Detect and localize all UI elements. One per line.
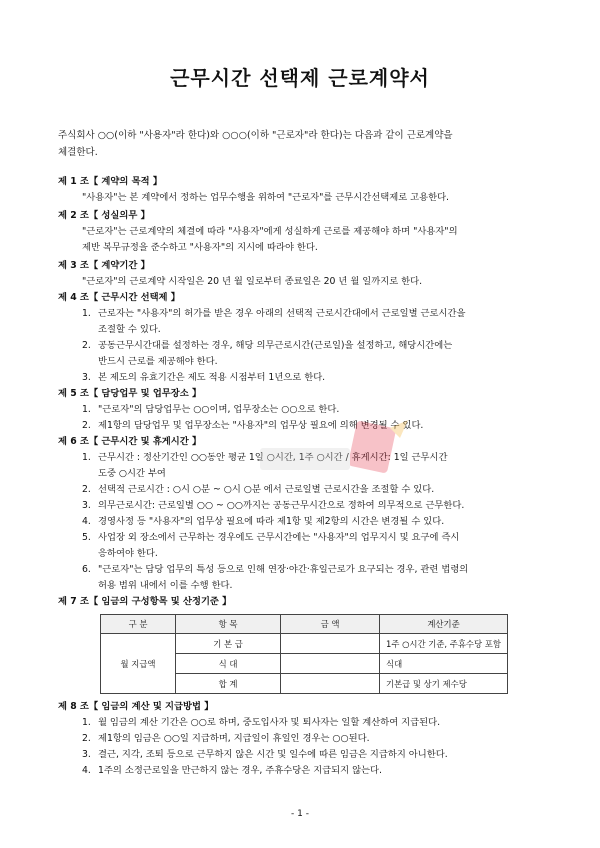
list-item: 4. 경영사정 등 "사용자"의 업무상 필요에 따라 제1항 및 제2항의 시간은 변경될 수 있다.: [82, 516, 445, 527]
article-heading: 제 3 조【 계약기간 】: [58, 260, 150, 271]
article-text: 제반 복무규정을 준수하고 "사용자"의 지시에 따라야 한다.: [82, 242, 318, 253]
article-text: "사용자"는 본 계약에서 정하는 업무수행을 위하여 "근로자"를 근무시간선택제로 고용한다.: [82, 192, 450, 203]
list-item: 5. 사업장 외 장소에서 근무하는 경우에도 근무시간에는 "사용자"의 업무지시 및 요구에 즉시 응하여야 한다.: [82, 532, 460, 559]
table-row: [101, 634, 508, 654]
intro-paragraph: [58, 127, 548, 161]
article-heading: 제 5 조【 담당업무 및 업무장소 】: [58, 388, 202, 399]
table-cell: 기 본 급: [176, 634, 281, 654]
table-header-cell: 구 분: [101, 615, 176, 634]
table-cell: [281, 674, 380, 694]
article-8: [58, 699, 550, 779]
intro-line: 체결한다.: [58, 147, 98, 158]
list-item: 1. "근로자"의 담당업무는 ○○이며, 업무장소는 ○○으로 한다.: [82, 404, 340, 415]
article-heading: 제 1 조【 계약의 목적 】: [58, 176, 163, 187]
table-cell: [281, 654, 380, 674]
article-4: [58, 290, 550, 386]
article-heading: 제 8 조【 임금의 계산 및 지급방법 】: [58, 701, 214, 712]
contract-body: [58, 174, 550, 779]
list-item: 2. 제1항의 담당업무 및 업무장소는 "사용자"의 업무상 필요에 의해 변경될 수 있다.: [82, 420, 424, 431]
article-text: "근로자"는 근로계약의 체결에 따라 "사용자"에게 성실하게 근로를 제공해야 하며 "사용자"의: [82, 226, 458, 237]
article-6: [58, 434, 550, 594]
list-item: 1. 근무시간 : 정산기간인 ○○동안 평균 1일 ○시간, 1주 ○시간 / 휴게시간: 1일 근무시간 도중 ○시간 부여: [82, 452, 448, 479]
table-header-row: [101, 615, 508, 634]
article-1: [58, 174, 550, 206]
table-cell: 합 계: [176, 674, 281, 694]
page-number: - 1 -: [291, 809, 309, 819]
list-item: 3. 본 제도의 유효기간은 제도 적용 시점부터 1년으로 한다.: [82, 372, 326, 383]
article-text: "근로자"의 근로계약 시작일은 20 년 월 일로부터 종료일은 20 년 월 일까지로 한다.: [82, 276, 423, 287]
list-item: 6. "근로자"는 담당 업무의 특성 등으로 인해 연장·야간·휴일근로가 요구되는 경우, 관련 법령의 허용 범위 내에서 이를 수행 한다.: [82, 564, 469, 591]
list-item: 3. 의무근로시간: 근로일별 ○○ ~ ○○까지는 공동근무시간으로 정하여 의무적으로 근무한다.: [82, 500, 465, 511]
table-cell: 식대: [380, 654, 508, 674]
article-3: [58, 258, 550, 290]
list-item: 2. 선택적 근로시간 : ○시 ○분 ~ ○시 ○분 에서 근로일별 근로시간을 조절할 수 있다.: [82, 484, 435, 495]
article-heading: 제 7 조【 임금의 구성항목 및 산정기준 】: [58, 596, 232, 607]
table-cell: 식 대: [176, 654, 281, 674]
article-heading: 제 4 조【 근무시간 선택제 】: [58, 292, 181, 303]
list-item: 2. 공동근무시간대를 설정하는 경우, 해당 의무근로시간(근로일)을 설정하고, 해당시간에는 반드시 근로를 제공해야 한다.: [82, 340, 453, 367]
table-header-cell: 금 액: [281, 615, 380, 634]
list-item: 4. 1주의 소정근로일을 만근하지 않는 경우, 주휴수당은 지급되지 않는다.: [82, 765, 382, 776]
article-7: [58, 594, 550, 694]
table-cell: 1주 ○시간 기준, 주휴수당 포함: [380, 634, 508, 654]
list-item: 1. 월 임금의 계산 기간은 ○○로 하며, 중도입사자 및 퇴사자는 일할 계산하여 지급된다.: [82, 717, 441, 728]
intro-line: 주식회사 ○○(이하 "사용자"라 한다)와 ○○○(이하 "근로자"라 한다)는 다음과 같이 근로계약을: [58, 130, 453, 141]
list-item: 2. 제1항의 임금은 ○○일 지급하며, 지급일이 휴일인 경우는 ○○된다.: [82, 733, 370, 744]
table-cell: 기본급 및 상기 제수당: [380, 674, 508, 694]
article-5: [58, 386, 550, 434]
wage-table: [100, 614, 508, 694]
article-heading: 제 2 조【 성실의무 】: [58, 210, 150, 221]
article-2: [58, 208, 550, 256]
list-item: 3. 결근, 지각, 조퇴 등으로 근무하지 않은 시간 및 일수에 따른 임금은 지급하지 아니한다.: [82, 749, 448, 760]
table-header-cell: 계산기준: [380, 615, 508, 634]
table-cell: [281, 634, 380, 654]
table-header-cell: 항 목: [176, 615, 281, 634]
article-heading: 제 6 조【 근무시간 및 휴게시간 】: [58, 436, 202, 447]
table-group-cell: 월 지급액: [101, 634, 176, 694]
document-title: 근무시간 선택제 근로계약서: [170, 66, 430, 90]
list-item: 1. 근로자는 "사용자"의 허가를 받은 경우 아래의 선택적 근로시간대에서 근로일별 근로시간을 조절할 수 있다.: [82, 308, 466, 335]
